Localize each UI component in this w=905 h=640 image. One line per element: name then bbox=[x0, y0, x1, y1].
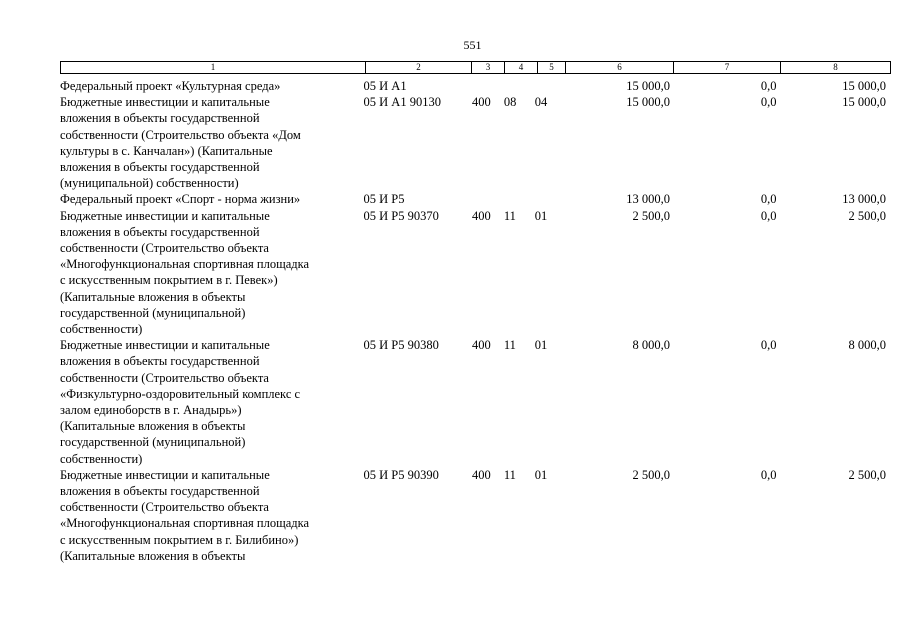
column-header-8: 8 bbox=[781, 62, 891, 74]
row-value-8: 2 500,0 bbox=[848, 467, 886, 482]
row-expense-type: 400 bbox=[472, 338, 491, 353]
row-section: 11 bbox=[503, 338, 516, 353]
row-subsection: 04 bbox=[534, 95, 548, 110]
column-header-5: 5 bbox=[538, 62, 566, 74]
row-subsection: 01 bbox=[534, 467, 548, 482]
row-value-7: 0,0 bbox=[760, 95, 777, 110]
row-section: 08 bbox=[503, 95, 517, 110]
column-header-4: 4 bbox=[505, 62, 538, 74]
row-value-8: 2 500,0 bbox=[848, 208, 886, 223]
table-row bbox=[60, 94, 886, 191]
page-number: 551 bbox=[463, 38, 482, 52]
table-row bbox=[60, 208, 886, 338]
row-expense-type: 400 bbox=[472, 208, 491, 223]
row-value-6: 15 000,0 bbox=[626, 79, 671, 93]
column-number-header bbox=[60, 61, 891, 74]
row-name: Бюджетные инвестиции и капитальные вложения в объекты государственной собственности (Строительство объекта «Многофункциональная спортивная площадка с искусственным покрытием в г. Певек») (Капитальные вложения в объекты государственной (муниципальной) собственности) bbox=[60, 208, 310, 337]
row-value-7: 0,0 bbox=[760, 208, 777, 223]
row-value-7: 0,0 bbox=[760, 192, 777, 207]
row-code: 05 И Р5 bbox=[363, 192, 405, 207]
row-value-8: 15 000,0 bbox=[842, 95, 886, 110]
row-expense-type: 400 bbox=[472, 95, 491, 110]
row-name: Федеральный проект «Спорт - норма жизни» bbox=[60, 192, 301, 207]
row-value-7: 0,0 bbox=[760, 338, 777, 353]
row-value-7: 0,0 bbox=[760, 467, 777, 482]
row-value-8: 8 000,0 bbox=[848, 338, 886, 353]
row-name: Федеральный проект «Культурная среда» bbox=[60, 79, 281, 93]
row-value-8: 15 000,0 bbox=[842, 79, 886, 93]
row-subsection: 01 bbox=[534, 208, 548, 223]
row-value-6: 2 500,0 bbox=[632, 467, 671, 482]
row-value-6: 13 000,0 bbox=[626, 192, 671, 207]
row-code: 05 И Р5 90370 bbox=[363, 208, 439, 223]
row-subsection: 01 bbox=[534, 338, 548, 353]
table-row bbox=[60, 467, 886, 564]
table-row bbox=[60, 78, 886, 94]
column-header-3: 3 bbox=[472, 62, 505, 74]
row-name: Бюджетные инвестиции и капитальные вложения в объекты государственной собственности (Строительство объекта «Физкультурно-оздоровительный комплекс с залом единоборств в г. Анадырь») (Капитальные вложения в объекты государственной (муниципальной) собственности) bbox=[60, 338, 301, 466]
column-header-6: 6 bbox=[566, 62, 674, 74]
table-row bbox=[60, 191, 886, 207]
table-row bbox=[60, 337, 886, 467]
row-name: Бюджетные инвестиции и капитальные вложения в объекты государственной собственности (Строительство объекта «Дом культуры в с. Канчалан») (Капитальные вложения в объекты государственной (муниципальной) собственности) bbox=[60, 95, 301, 191]
column-header-7: 7 bbox=[674, 62, 781, 74]
row-code: 05 И Р5 90390 bbox=[363, 467, 439, 482]
column-header-2: 2 bbox=[366, 62, 472, 74]
budget-table-body bbox=[60, 78, 886, 564]
row-value-6: 15 000,0 bbox=[626, 95, 671, 110]
column-header-1: 1 bbox=[61, 62, 366, 74]
row-section: 11 bbox=[503, 208, 516, 223]
row-code: 05 И Р5 90380 bbox=[363, 338, 439, 353]
row-value-6: 2 500,0 bbox=[632, 208, 671, 223]
row-code: 05 И А1 bbox=[363, 79, 407, 93]
row-value-8: 13 000,0 bbox=[842, 192, 886, 207]
row-value-7: 0,0 bbox=[760, 79, 777, 93]
row-section: 11 bbox=[503, 467, 516, 482]
row-expense-type: 400 bbox=[472, 467, 491, 482]
row-code: 05 И А1 90130 bbox=[363, 95, 441, 110]
row-value-6: 8 000,0 bbox=[632, 338, 671, 353]
row-name: Бюджетные инвестиции и капитальные вложения в объекты государственной собственности (Строительство объекта «Многофункциональная спортивная площадка с искусственным покрытием в г. Билибино») (Капитальные вложения в объекты bbox=[60, 467, 310, 563]
